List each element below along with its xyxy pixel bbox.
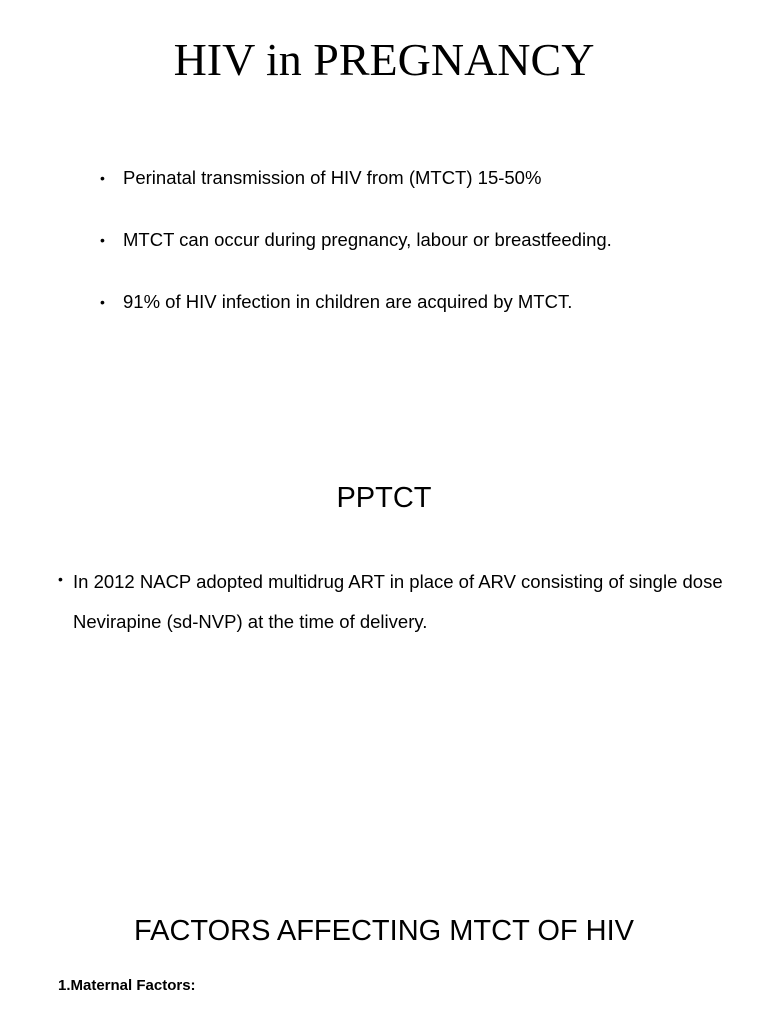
list-item bbox=[100, 287, 740, 317]
list-item bbox=[100, 225, 740, 255]
bullet-icon: • bbox=[100, 294, 105, 310]
slide-title: PPTCT bbox=[336, 482, 432, 514]
slide-title: HIV in PREGNANCY bbox=[173, 34, 595, 85]
bullet-text: In 2012 NACP adopted multidrug ART in place of ARV consisting of single dose Nevirapine (sd-NVP) at the time of delivery. bbox=[73, 571, 723, 632]
bullet-icon: • bbox=[100, 170, 105, 186]
slide-factors-affecting-mtct bbox=[0, 900, 768, 1024]
slide-title: FACTORS AFFECTING MTCT OF HIV bbox=[133, 915, 634, 947]
bullet-text: MTCT can occur during pregnancy, labour or breastfeeding. bbox=[123, 229, 612, 250]
bullet-text: Perinatal transmission of HIV from (MTCT) 15-50% bbox=[123, 167, 542, 188]
slide-pptct bbox=[0, 455, 768, 675]
bullet-text: 91% of HIV infection in children are acquired by MTCT. bbox=[123, 291, 573, 312]
bullet-icon: • bbox=[58, 571, 63, 587]
bullet-icon: • bbox=[100, 232, 105, 248]
slide-hiv-in-pregnancy bbox=[0, 0, 768, 340]
list-item bbox=[100, 163, 740, 193]
list-item bbox=[58, 562, 733, 642]
bullet-list bbox=[100, 163, 740, 349]
subheading-maternal-factors: 1.Maternal Factors: bbox=[58, 977, 196, 994]
